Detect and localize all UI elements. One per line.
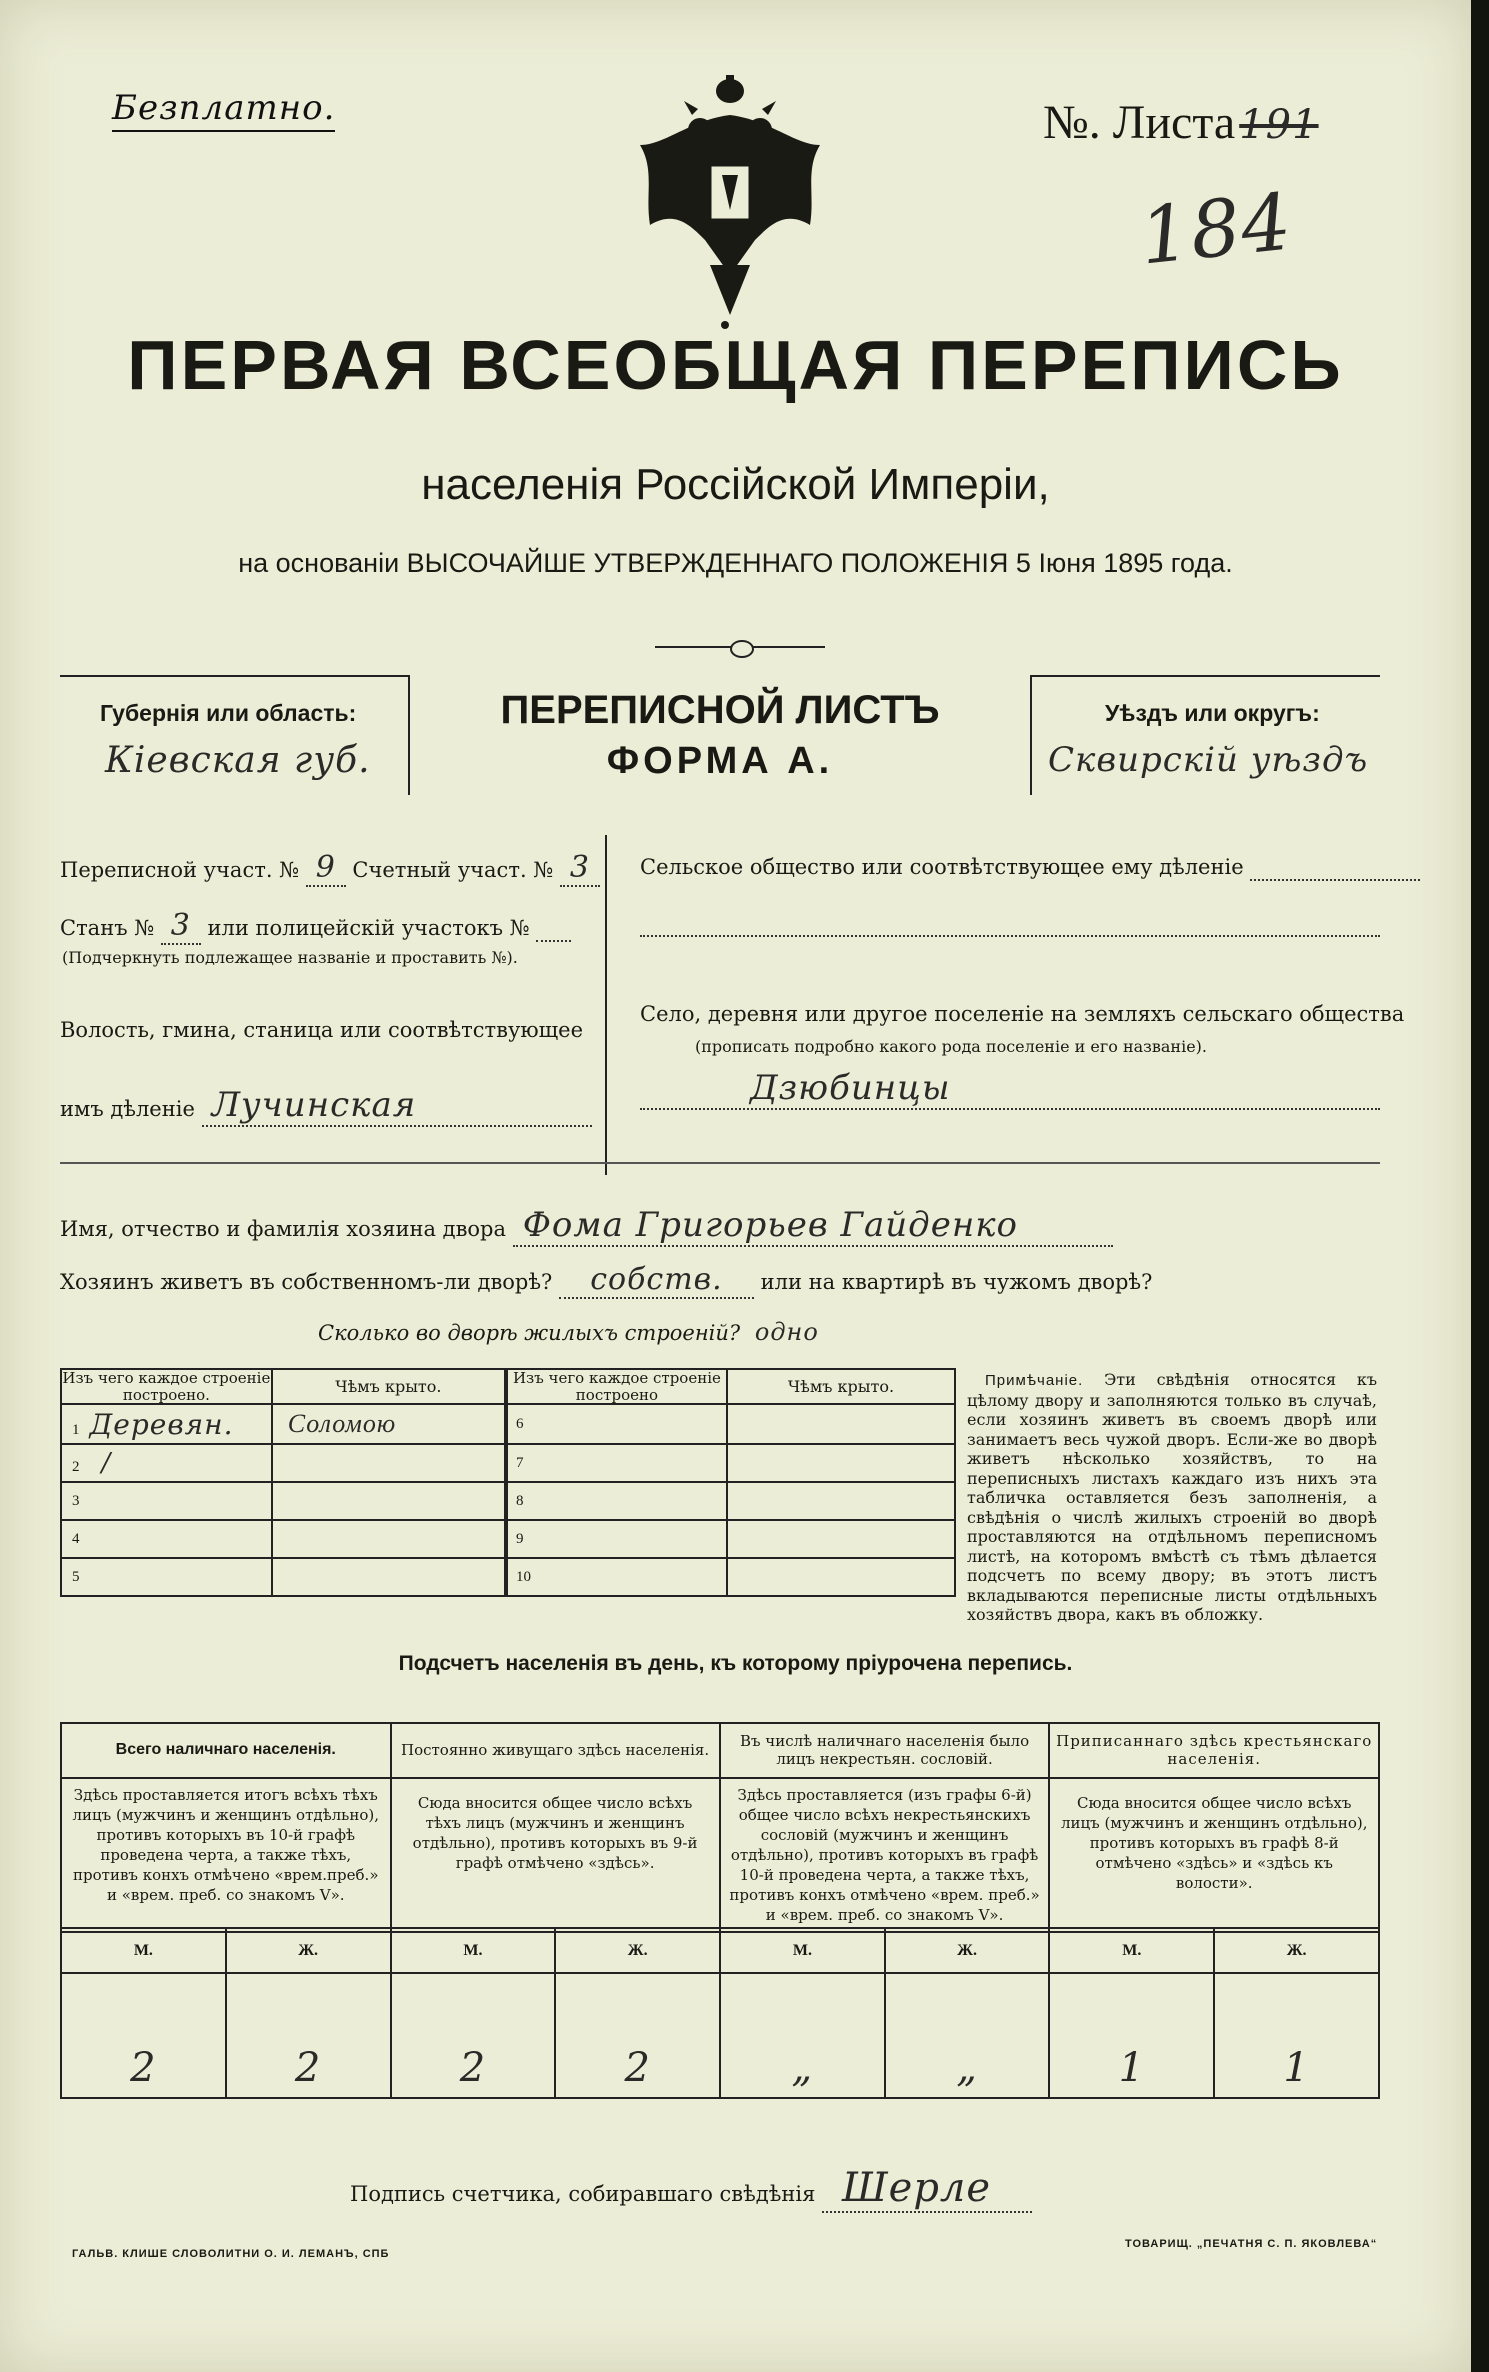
roof-value[interactable]	[727, 1558, 955, 1596]
ornament-divider	[655, 640, 825, 654]
footer-left: ГАЛЬВ. КЛИШЕ СЛОВОЛИТНИ О. И. ЛЕМАНЪ, СПБ	[72, 2248, 390, 2260]
population-table	[60, 1722, 1380, 1933]
col-peasant-title: Приписаннаго здѣсь крестьянскаго населенія.	[1049, 1723, 1379, 1778]
signature-label: Подпись счетчика, собиравшаго свѣдѣнія	[350, 2182, 816, 2206]
census-area-row	[60, 850, 600, 887]
sheet-number-label: №. Листа	[1043, 96, 1236, 149]
roof-header-2: Чѣмъ крыто.	[727, 1369, 955, 1404]
form-box-border	[1030, 675, 1032, 795]
roof-value[interactable]	[272, 1444, 506, 1482]
material-header-2: Изъ чего каждое строеніе построено	[506, 1369, 727, 1404]
census-area-value[interactable]: 9	[306, 850, 346, 887]
roof-header: Чѣмъ крыто.	[272, 1369, 506, 1404]
population-heading: Подсчетъ населенія въ день, къ которому пріурочена перепись.	[398, 1652, 1073, 1675]
female-label: Ж.	[226, 1928, 391, 1973]
row-number: 3	[72, 1492, 80, 1509]
row-number: 8	[506, 1482, 727, 1520]
permanent-female-value[interactable]: 2	[555, 1973, 720, 2098]
total-female-value[interactable]: 2	[226, 1973, 391, 2098]
uezd-label: Уѣздъ или округъ:	[1105, 700, 1320, 726]
nonpeasant-male-value[interactable]: „	[720, 1973, 885, 2098]
volost-label-2: имъ дѣленіе	[60, 1097, 195, 1121]
footer-right: ТОВАРИЩ. „ПЕЧАТНЯ С. П. ЯКОВЛЕВА“	[1125, 2238, 1378, 2250]
table-row[interactable]	[61, 1520, 272, 1558]
section-divider	[60, 1162, 1380, 1164]
peasant-female-value[interactable]: 1	[1214, 1973, 1379, 2098]
village-label: Село, деревня или другое поселеніе на земляхъ сельскаго общества	[640, 1002, 1405, 1026]
buildings-table	[60, 1368, 956, 1597]
signature-value[interactable]: Шерле	[822, 2165, 1032, 2213]
sheet-number-handwritten: 184	[1135, 177, 1297, 283]
roof-value[interactable]	[272, 1520, 506, 1558]
female-label: Ж.	[885, 1928, 1050, 1973]
census-area-label: Переписной участ. №	[60, 858, 300, 882]
peasant-male-value[interactable]: 1	[1049, 1973, 1214, 2098]
col-total-desc: Здѣсь проставляется итогъ всѣхъ тѣхъ лицъ (мужчинъ и женщинъ отдѣльно), противъ которыхъ въ 10-й графѣ проведена черта, а также тѣхъ, противъ конхъ отмѣчено «врем.преб.» и «врем. преб. со знакомъ V».	[61, 1778, 391, 1932]
female-label: Ж.	[1214, 1928, 1379, 1973]
form-box-border	[1030, 675, 1380, 677]
society-row	[640, 855, 1420, 881]
count-area-label: Счетный участ. №	[352, 858, 554, 882]
female-label: Ж.	[555, 1928, 720, 1973]
police-label: или полицейскій участокъ №	[207, 916, 530, 940]
form-box-border	[60, 675, 410, 677]
society-value-line-2[interactable]	[640, 910, 1380, 937]
table-row[interactable]	[61, 1404, 272, 1444]
stan-label: Станъ №	[60, 916, 155, 940]
free-label: Безплатно.	[112, 88, 335, 132]
row-number: 10	[506, 1558, 727, 1596]
col-permanent-desc: Сюда вносится общее число всѣхъ тѣхъ лицъ (мужчинъ и женщинъ отдѣльно), противъ которыхъ въ 9-й графѣ отмѣчено «здѣсь».	[391, 1778, 720, 1932]
signature-row	[350, 2165, 1032, 2213]
sheet-number	[1043, 95, 1319, 150]
buildings-row	[318, 1318, 819, 1346]
owner-name-label: Имя, отчество и фамилія хозяина двора	[60, 1217, 507, 1241]
table-row[interactable]	[61, 1558, 272, 1596]
village-note: (прописать подробно какого рода поселеніе и его названіе).	[695, 1037, 1207, 1056]
police-value[interactable]	[536, 916, 571, 942]
roof-value[interactable]: Соломою	[272, 1404, 506, 1444]
row-number: 6	[506, 1404, 727, 1444]
row-number: 5	[72, 1568, 80, 1585]
roof-value[interactable]	[272, 1482, 506, 1520]
material-value[interactable]: Деревян.	[89, 1407, 234, 1441]
male-label: М.	[720, 1928, 885, 1973]
page-title: ПЕРВАЯ ВСЕОБЩАЯ ПЕРЕПИСЬ	[127, 326, 1344, 404]
volost-value[interactable]: Лучинская	[202, 1085, 592, 1127]
own-yard-value[interactable]: собств.	[559, 1262, 754, 1299]
col-permanent-title: Постоянно живущаго здѣсь населенія.	[391, 1723, 720, 1778]
permanent-male-value[interactable]: 2	[391, 1973, 556, 2098]
volost-label-1: Волость, гмина, станица или соотвѣтствующее	[60, 1018, 584, 1042]
male-label: М.	[61, 1928, 226, 1973]
own-yard-label: Хозяинъ живетъ въ собственномъ-ли дворѣ?	[60, 1270, 553, 1294]
own-yard-row	[60, 1262, 1152, 1299]
population-counts-table	[60, 1927, 1380, 2099]
stan-value[interactable]: 3	[161, 908, 201, 945]
double-headed-eagle-emblem	[630, 75, 830, 330]
table-row[interactable]	[61, 1482, 272, 1520]
col-total-title: Всего наличнаго населенія.	[61, 1723, 391, 1778]
col-nonpeasant-title: Въ числѣ наличнаго населенія было лицъ некрестьян. сословій.	[720, 1723, 1050, 1778]
roof-value[interactable]	[727, 1404, 955, 1444]
stan-row	[60, 908, 571, 945]
sheet-title: ПЕРЕПИСНОЙ ЛИСТЪ	[500, 688, 940, 732]
guberniya-label: Губернія или область:	[100, 700, 357, 726]
owner-name-value[interactable]: Фома Григорьев Гайденко	[513, 1205, 1113, 1247]
guberniya-value[interactable]: Кіевская губ.	[105, 740, 371, 781]
section-divider	[605, 835, 607, 1175]
roof-value[interactable]	[727, 1444, 955, 1482]
table-row[interactable]	[61, 1444, 272, 1482]
col-nonpeasant-desc: Здѣсь проставляется (изъ графы 6-й) общее число всѣхъ некрестьянскихъ сословій (мужчинъ и женщинъ отдѣльно), противъ которыхъ въ графѣ 10-й проведена черта, а также тѣхъ, противъ конхъ отмѣчено «врем. преб.» и «врем. преб. со знакомъ V».	[720, 1778, 1050, 1932]
row-number: 1	[72, 1421, 80, 1438]
decree-line: на основаніи ВЫСОЧАЙШЕ УТВЕРЖДЕННАГО ПОЛОЖЕНІЯ 5 Іюня 1895 года.	[238, 548, 1233, 578]
row-number: 2	[72, 1459, 80, 1475]
material-header: Изъ чего каждое строеніе построено.	[62, 1369, 271, 1404]
note-block	[967, 1370, 1377, 1625]
note-title: Примѣчаніе.	[985, 1372, 1084, 1389]
total-male-value[interactable]: 2	[61, 1973, 226, 2098]
page-subtitle: населенія Россійской Имперіи,	[421, 460, 1050, 509]
buildings-label: Сколько во дворѣ жилыхъ строеній?	[318, 1321, 741, 1345]
row-number: 4	[72, 1530, 80, 1547]
village-value[interactable]: Дзюбинцы	[640, 1068, 1380, 1110]
buildings-value[interactable]: одно	[754, 1318, 819, 1346]
sheet-number-crossed: 191	[1239, 102, 1319, 148]
count-area-value[interactable]: 3	[560, 850, 600, 887]
society-value[interactable]	[1250, 855, 1420, 881]
uezd-value[interactable]: Сквирскій уѣздъ	[1048, 740, 1369, 780]
society-label: Сельское общество или соотвѣтствующее ему дѣленіе	[640, 855, 1244, 879]
material-value[interactable]: /	[101, 1448, 112, 1478]
rented-label: или на квартирѣ въ чужомъ дворѣ?	[760, 1270, 1153, 1294]
nonpeasant-female-value[interactable]: „	[885, 1973, 1050, 2098]
note-text: Эти свѣдѣнія относятся къ цѣлому двору и заполняются только въ случаѣ, если хозяинъ живетъ въ своемъ дворѣ или занимаетъ весь чужой дворъ. Если-же во дворѣ живетъ нѣсколько хозяйствъ, то на переписныхъ листахъ каждаго изъ нихъ эта табличка оставляется безъ заполненія, а свѣдѣнія о числѣ жилыхъ строеній во дворѣ проставляются на отдѣльномъ переписномъ листѣ, на которомъ вмѣстѣ съ тѣмъ дѣлается подсчетъ по всему двору; въ этотъ листъ вкладываются переписные листы отдѣльныхъ хозяйствъ двора, какъ въ обложку.	[967, 1370, 1377, 1624]
stan-note: (Подчеркнуть подлежащее названіе и проставить №).	[62, 948, 518, 967]
row-number: 9	[506, 1520, 727, 1558]
roof-value[interactable]	[272, 1558, 506, 1596]
roof-value[interactable]	[727, 1482, 955, 1520]
male-label: М.	[391, 1928, 556, 1973]
row-number: 7	[506, 1444, 727, 1482]
col-peasant-desc: Сюда вносится общее число всѣхъ лицъ (мужчинъ и женщинъ отдѣльно), противъ которыхъ въ графѣ 8-й отмѣчено «здѣсь» и «здѣсь къ волости».	[1049, 1778, 1379, 1932]
roof-value[interactable]	[727, 1520, 955, 1558]
form-title: ФОРМА А.	[606, 740, 834, 782]
male-label: М.	[1049, 1928, 1214, 1973]
volost-row	[60, 1085, 592, 1127]
owner-name-row	[60, 1205, 1113, 1247]
